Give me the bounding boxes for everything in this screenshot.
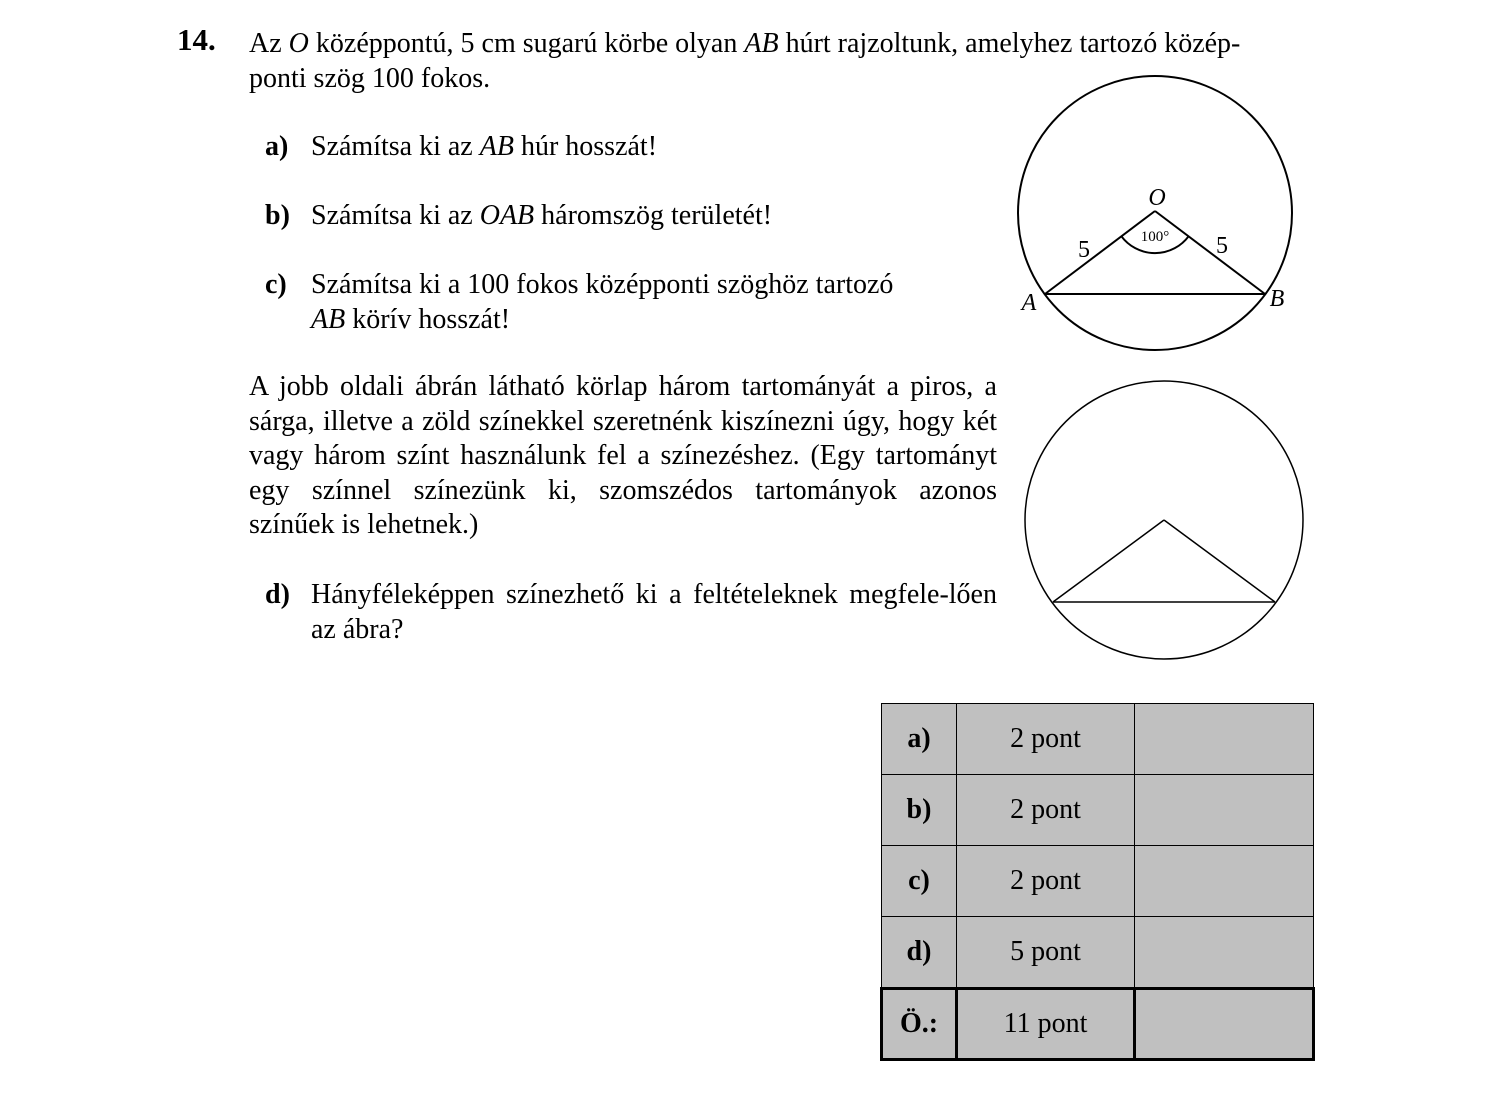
score-row-points: 5 pont	[957, 917, 1135, 989]
score-row-label: c)	[882, 846, 957, 917]
label-side-left: 5	[1078, 237, 1090, 263]
score-row-result[interactable]	[1135, 846, 1314, 917]
label-a: A	[1021, 290, 1037, 316]
radius-oa	[1045, 211, 1155, 294]
intro-point-o: O	[288, 28, 309, 59]
intro-text-1: Az	[249, 28, 289, 59]
task-b-label: b)	[265, 200, 290, 231]
circle-outline	[1018, 76, 1292, 350]
task-a-label: a)	[265, 131, 289, 162]
table-row-total	[882, 989, 1314, 1060]
label-b: B	[1269, 286, 1285, 312]
circle2-radius-right	[1164, 520, 1275, 602]
score-row-points: 2 pont	[957, 775, 1135, 846]
circle-figure-regions	[1015, 370, 1315, 670]
score-row-label: a)	[882, 704, 957, 775]
score-row-result[interactable]	[1135, 775, 1314, 846]
score-total-label: Ö.:	[882, 989, 957, 1060]
table-row	[882, 917, 1314, 989]
circle2-radius-left	[1053, 520, 1164, 602]
score-row-label: d)	[882, 917, 957, 989]
label-side-right: 5	[1216, 233, 1228, 259]
problem-number: 14.	[177, 22, 216, 57]
task-d-label: d)	[265, 579, 290, 610]
task-a-text: Számítsa ki az AB húr hosszát!	[311, 131, 658, 162]
intro-text-3: húrt rajzoltunk, amelyhez tartozó közép-	[778, 28, 1241, 59]
score-row-points: 2 pont	[957, 704, 1135, 775]
score-total-points: 11 pont	[957, 989, 1135, 1060]
circle-figure-labeled	[1005, 70, 1305, 360]
table-row	[882, 846, 1314, 917]
task-d-text: Hányféleképpen színezhető ki a feltételeknek megfele-lően az ábra?	[311, 579, 997, 645]
radius-ob	[1155, 211, 1265, 294]
intro-text-4: ponti szög 100 fokos.	[249, 63, 491, 94]
label-angle: 100°	[1140, 229, 1170, 245]
intro-text-2: középpontú, 5 cm sugarú körbe olyan	[308, 28, 745, 59]
label-o: O	[1148, 185, 1166, 211]
score-total-result[interactable]	[1135, 989, 1314, 1060]
coloring-paragraph: A jobb oldali ábrán látható körlap három tartományát a piros, a sárga, illetve a zöld színekkel szeretnénk kiszínezni úgy, hogy két vagy három színt használunk fel a színezéshez. (Egy tartományt egy színnel színezünk ki, szomszédos tartományok azonos színűek is lehetnek.)	[249, 371, 997, 540]
score-row-label: b)	[882, 775, 957, 846]
table-row	[882, 704, 1314, 775]
task-b-text: Számítsa ki az OAB háromszög területét!	[311, 200, 773, 231]
score-table	[880, 703, 1315, 1061]
task-c-text: Számítsa ki a 100 fokos középponti szöghöz tartozó AB körív hosszát!	[311, 269, 894, 335]
score-row-points: 2 pont	[957, 846, 1135, 917]
table-row	[882, 775, 1314, 846]
score-row-result[interactable]	[1135, 917, 1314, 989]
score-row-result[interactable]	[1135, 704, 1314, 775]
intro-chord-ab: AB	[744, 28, 779, 59]
task-c-label: c)	[265, 269, 287, 300]
